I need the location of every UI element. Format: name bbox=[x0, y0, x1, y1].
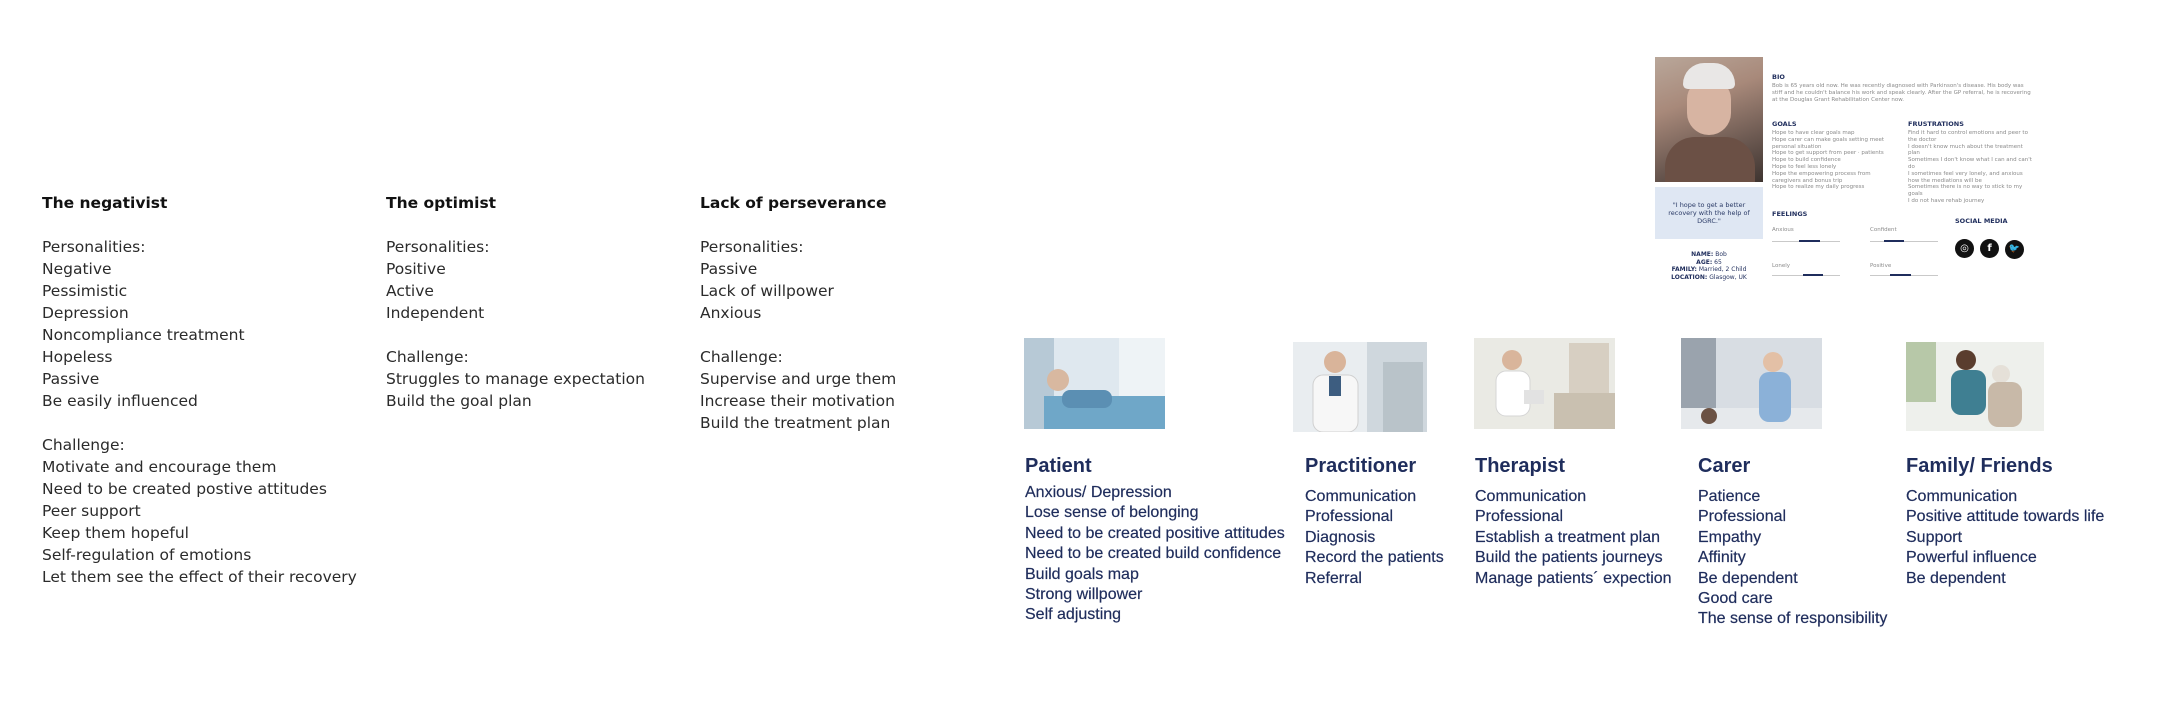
personalities-label: Personalities: bbox=[700, 238, 804, 256]
role-item: Communication bbox=[1475, 488, 1587, 505]
trait: Hopeless bbox=[42, 348, 113, 366]
challenge: Build the goal plan bbox=[386, 392, 532, 410]
role-item: Need to be created build confidence bbox=[1025, 545, 1282, 563]
challenge: Need to be created postive attitudes bbox=[42, 480, 327, 498]
role-item: Communication bbox=[1305, 488, 1417, 505]
role-item: Manage patients´ expection bbox=[1475, 569, 1672, 587]
role-item: Patience bbox=[1698, 488, 1761, 505]
feeling-bar-anxious bbox=[1772, 241, 1840, 242]
role-item: Anxious/ Depression bbox=[1025, 484, 1172, 501]
role-item: Good care bbox=[1698, 590, 1773, 608]
twitter-icon[interactable]: 🐦 bbox=[2005, 240, 2024, 259]
feeling-label: Anxious bbox=[1772, 227, 1794, 233]
role-list-family-friends bbox=[1906, 487, 2104, 589]
practitioner-image bbox=[1293, 342, 1427, 432]
bio-heading: BIO bbox=[1772, 73, 1785, 81]
challenge-label: Challenge: bbox=[42, 436, 125, 454]
social-heading: SOCIAL MEDIA bbox=[1955, 217, 2008, 225]
feeling-bar-lonely bbox=[1772, 275, 1840, 276]
challenge: Keep them hopeful bbox=[42, 524, 189, 542]
patient-image bbox=[1024, 338, 1165, 429]
challenge: Peer support bbox=[42, 502, 141, 520]
challenge: Supervise and urge them bbox=[700, 370, 897, 388]
persona-quote: "I hope to get a better recovery with the help of DGRC." bbox=[1655, 187, 1763, 239]
challenge: Self-regulation of emotions bbox=[42, 546, 252, 564]
role-item: Lose sense of belonging bbox=[1025, 504, 1199, 522]
trait: Passive bbox=[42, 370, 100, 388]
feeling-label: Positive bbox=[1870, 263, 1892, 269]
challenge: Let them see the effect of their recovery bbox=[42, 568, 357, 586]
trait: Positive bbox=[386, 260, 446, 278]
trait: Independent bbox=[386, 304, 485, 322]
role-list-practitioner bbox=[1305, 487, 1444, 589]
persona-photo bbox=[1655, 57, 1763, 182]
feelings-heading: FEELINGS bbox=[1772, 210, 1808, 218]
personalities-label: Personalities: bbox=[42, 238, 146, 256]
family-friends-image bbox=[1906, 342, 2044, 431]
role-item: Empathy bbox=[1698, 528, 1762, 546]
trait: Lack of willpower bbox=[700, 282, 834, 300]
goals-heading: GOALS bbox=[1772, 120, 1797, 128]
frustrations-list: Find it hard to control emotions and peer to the doctor I doesn't know much about the treatment plan Sometimes I don't know what I can and can't do I sometimes feel very lonely, and anxious how the mediations will be Sometimes there is no way to stick to my goals I do not have rehab journey bbox=[1908, 130, 2032, 204]
role-title-patient: Patient bbox=[1025, 455, 1092, 477]
goals-list: Hope to have clear goals map Hope carer can make goals setting meet personal situation Hope to get support from peer · patients Hope to build confidence Hope to feel less lonely Hope the empowering process from caregivers and bonus trip Hope to realize my daily progress bbox=[1772, 130, 1884, 191]
persona-card bbox=[1655, 55, 2035, 290]
role-title-carer: Carer bbox=[1698, 455, 1751, 477]
trait: Be easily influenced bbox=[42, 392, 198, 410]
role-item: Be dependent bbox=[1906, 569, 2006, 587]
feeling-bar-positive bbox=[1870, 275, 1938, 276]
role-item: Affinity bbox=[1698, 549, 1746, 567]
role-item: Support bbox=[1906, 528, 1963, 546]
role-list-patient bbox=[1025, 483, 1285, 626]
role-item: Record the patients bbox=[1305, 549, 1444, 567]
carer-image bbox=[1681, 338, 1822, 429]
column-optimist bbox=[386, 192, 645, 434]
column-negativist bbox=[42, 192, 357, 610]
challenge-label: Challenge: bbox=[700, 348, 783, 366]
feeling-label: Lonely bbox=[1772, 263, 1790, 269]
bio-text: Bob is 65 years old now. He was recently diagnosed with Parkinson's disease. His body was stiff and he couldn't balance his work and speak clearly. After the GP referral, he is recovering at the Douglas Grant Rehabilitation Center now. bbox=[1772, 83, 2031, 103]
feeling-bar-confident bbox=[1870, 241, 1938, 242]
therapist-image bbox=[1474, 338, 1615, 429]
trait: Negative bbox=[42, 260, 112, 278]
persona-meta: NAME: Bob AGE: 65 FAMILY: Married, 2 Child LOCATION: Glasgow, UK bbox=[1671, 251, 1747, 281]
role-title-practitioner: Practitioner bbox=[1305, 455, 1417, 477]
column-title: Lack of perseverance bbox=[700, 194, 887, 212]
personalities-label: Personalities: bbox=[386, 238, 490, 256]
trait: Active bbox=[386, 282, 434, 300]
column-title: The negativist bbox=[42, 194, 168, 212]
challenge: Build the treatment plan bbox=[700, 414, 891, 432]
trait: Anxious bbox=[700, 304, 762, 322]
role-item: Powerful influence bbox=[1906, 549, 2037, 567]
role-title-therapist: Therapist bbox=[1475, 455, 1566, 477]
instagram-icon[interactable]: ◎ bbox=[1955, 239, 1974, 258]
role-item: Professional bbox=[1305, 508, 1394, 526]
role-list-carer bbox=[1698, 487, 1887, 630]
role-item: The sense of responsibility bbox=[1698, 610, 1888, 628]
role-item: Build goals map bbox=[1025, 565, 1139, 583]
role-item: Professional bbox=[1475, 508, 1564, 526]
role-item: Professional bbox=[1698, 508, 1787, 526]
role-item: Referral bbox=[1305, 569, 1362, 587]
role-list-therapist bbox=[1475, 487, 1672, 589]
role-item: Self adjusting bbox=[1025, 606, 1122, 624]
facebook-icon[interactable]: f bbox=[1980, 239, 1999, 258]
role-item: Establish a treatment plan bbox=[1475, 528, 1660, 546]
role-item: Communication bbox=[1906, 488, 2018, 505]
challenge-label: Challenge: bbox=[386, 348, 469, 366]
role-item: Need to be created positive attitudes bbox=[1025, 524, 1285, 542]
role-title-family-friends: Family/ Friends bbox=[1906, 455, 2053, 477]
trait: Depression bbox=[42, 304, 129, 322]
role-item: Diagnosis bbox=[1305, 528, 1376, 546]
frustrations-heading: FRUSTRATIONS bbox=[1908, 120, 1964, 128]
trait: Passive bbox=[700, 260, 758, 278]
role-item: Strong willpower bbox=[1025, 586, 1143, 604]
trait: Pessimistic bbox=[42, 282, 128, 300]
challenge: Motivate and encourage them bbox=[42, 458, 277, 476]
role-item: Build the patients journeys bbox=[1475, 549, 1663, 567]
trait: Noncompliance treatment bbox=[42, 326, 245, 344]
challenge: Increase their motivation bbox=[700, 392, 895, 410]
feeling-label: Confident bbox=[1870, 227, 1897, 233]
challenge: Struggles to manage expectation bbox=[386, 370, 645, 388]
column-lack-of-perseverance bbox=[700, 192, 896, 456]
role-item: Positive attitude towards life bbox=[1906, 508, 2105, 526]
role-item: Be dependent bbox=[1698, 569, 1798, 587]
column-title: The optimist bbox=[386, 194, 497, 212]
